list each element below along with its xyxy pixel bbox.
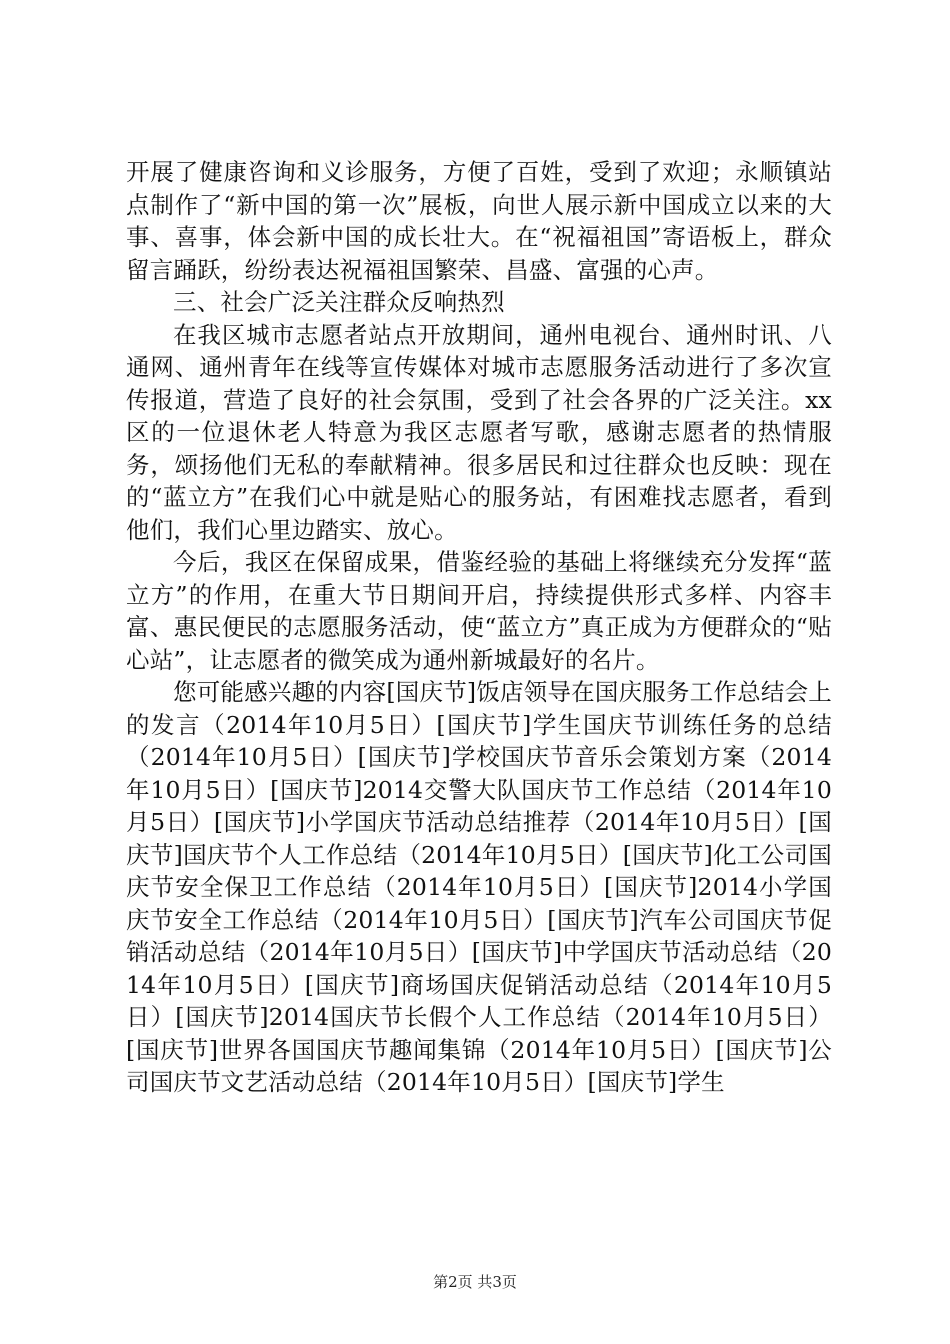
paragraph-related-content: 您可能感兴趣的内容[国庆节]饭店领导在国庆服务工作总结会上的发言（2014年10月5日）[国庆节]学生国庆节训练任务的总结（2014年10月5日）[国庆节]学校国庆节音乐会策划方案（2014年10月5日）[国庆节]2014交警大队国庆节工作总结（2014年10月5日）[国庆节]小学国庆节活动总结推荐（2014年10月5日）[国庆节]国庆节个人工作总结（2014年10月5日）[国庆节]化工公司国庆节安全保卫工作总结（2014年10月5日）[国庆节]2014小学国庆节安全工作总结（2014年10月5日）[国庆节]汽车公司国庆节促销活动总结（2014年10月5日）[国庆节]中学国庆节活动总结（2014年10月5日）[国庆节]商场国庆促销活动总结（2014年10月5日）[国庆节]2014国庆节长假个人工作总结（2014年10月5日）[国庆节]世界各国国庆节趣闻集锦（2014年10月5日）[国庆节]公司国庆节文艺活动总结（2014年10月5日）[国庆节]学生 [126, 678, 832, 1096]
paragraph-future-plan: 今后，我区在保留成果，借鉴经验的基础上将继续充分发挥“蓝立方”的作用，在重大节日期间开启，持续提供形式多样、内容丰富、惠民便民的志愿服务活动，使“蓝立方”真正成为方便群众的“贴心站”，让志愿者的微笑成为通州新城最好的名片。 [126, 548, 832, 674]
document-body [126, 156, 832, 1099]
section-heading: 三、社会广泛关注群众反响热烈 [173, 288, 505, 316]
page-number-footer: 第2页 共3页 [433, 1273, 517, 1291]
paragraph-media-coverage: 在我区城市志愿者站点开放期间，通州电视台、通州时讯、八通网、通州青年在线等宣传媒体对城市志愿服务活动进行了多次宣传报道，营造了良好的社会氛围，受到了社会各界的广泛关注。xx区的一位退休老人特意为我区志愿者写歌，感谢志愿者的热情服务，颂扬他们无私的奉献精神。很多居民和过往群众也反映：现在的“蓝立方”在我们心中就是贴心的服务站，有困难找志愿者，看到他们，我们心里边踏实、放心。 [126, 320, 832, 544]
paragraph-continued: 开展了健康咨询和义诊服务，方便了百姓，受到了欢迎；永顺镇站点制作了“新中国的第一次”展板，向世人展示新中国成立以来的大事、喜事，体会新中国的成长壮大。在“祝福祖国”寄语板上，群众留言踊跃，纷纷表达祝福祖国繁荣、昌盛、富强的心声。 [126, 158, 832, 284]
